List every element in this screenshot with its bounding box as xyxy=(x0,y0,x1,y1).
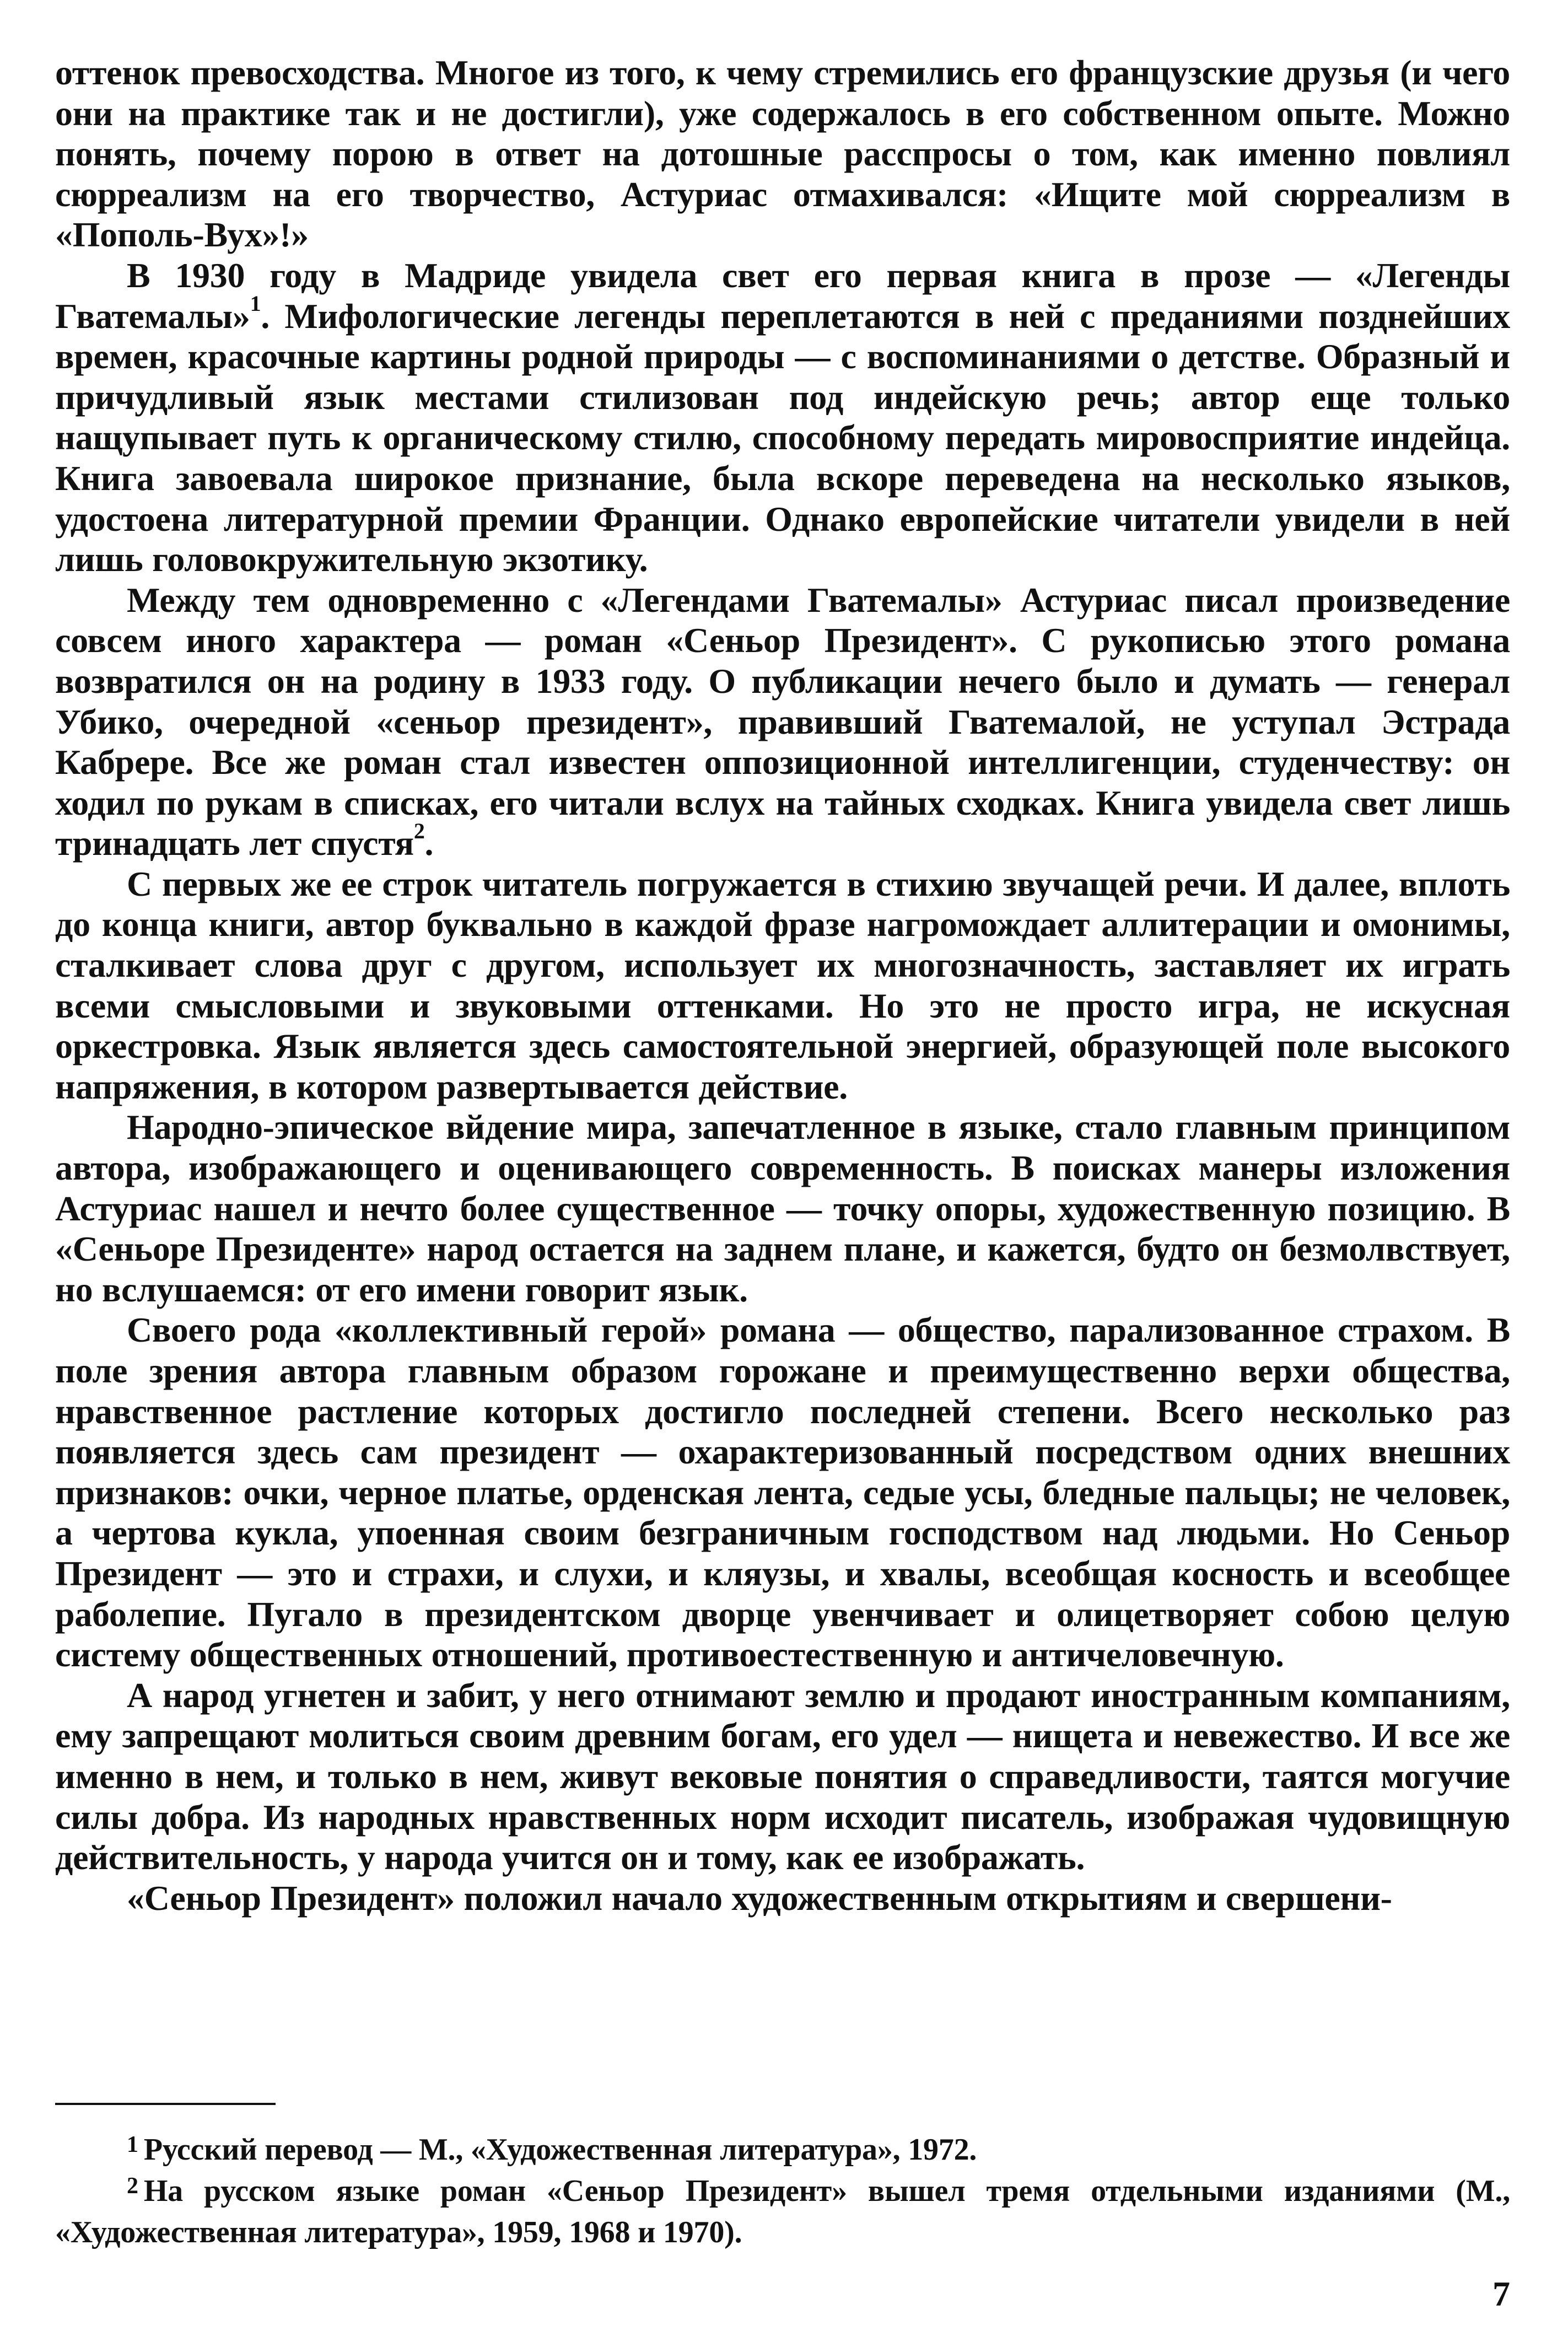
paragraph-7 xyxy=(55,1675,1510,1878)
paragraph-3-text-after: . xyxy=(424,823,434,863)
paragraph-2 xyxy=(55,255,1510,580)
paragraph-5 xyxy=(55,1107,1510,1310)
paragraph-1 xyxy=(55,52,1510,255)
paragraph-2-text: В 1930 году в Мадриде увидела свет его первая книга в прозе — «Легенды Гватемалы» xyxy=(55,255,1510,336)
book-page xyxy=(55,52,1510,2313)
paragraph-3 xyxy=(55,580,1510,864)
main-text xyxy=(55,52,1510,1918)
footnotes xyxy=(55,2130,1510,2252)
footnote-2 xyxy=(55,2172,1510,2252)
footnote-2-mark: 2 xyxy=(127,2173,138,2199)
footnote-divider xyxy=(55,2103,276,2105)
paragraph-4-text: С первых же ее строк читатель погружается в стихию звучащей речи. И далее, вплоть до конца книги, автор буквально в каждой фразе нагромождает аллитерации и омонимы, сталкивает слова друг с другом, использует их многозначность, заставляет их играть всеми смысловыми и звуковыми оттенками. Но это не просто игра, не искусная оркестровка. Язык является здесь самостоятельной энергией, образующей поле высокого напряжения, в котором развертывается действие. xyxy=(55,864,1510,1106)
paragraph-6-text: Своего рода «коллективный герой» романа — общество, парализованное страхом. В поле зрения автора главным образом горожане и преимущественно верхи общества, нравственное растление которых достигло последней степени. Всего несколько раз появляется здесь сам президент — охарактеризованный посредством одних внешних признаков: очки, черное платье, орденская лента, седые усы, бледные пальцы; не человек, а чертова кукла, упоенная своим безграничным господством над людьми. Но Сеньор Президент — это и страхи, и слухи, и кляузы, и хвалы, всеобщая косность и всеобщее раболепие. Пугало в президентском дворце увенчивает и олицетворяет собою целую систему общественных отношений, противоестественную и античеловечную. xyxy=(55,1310,1510,1675)
footnote-ref-1: 1 xyxy=(250,291,261,316)
footnote-1-mark: 1 xyxy=(127,2132,138,2157)
paragraph-8 xyxy=(55,1878,1510,1919)
paragraph-4 xyxy=(55,864,1510,1107)
footnote-ref-2: 2 xyxy=(413,818,425,843)
page-number: 7 xyxy=(1492,2274,1510,2313)
paragraph-2-text-after: . Мифологические легенды переплетаются в ней с преданиями позднейших времен, красочные картины родной природы — с воспоминаниями о детстве. Образный и причудливый язык местами стилизован под индейскую речь; автор еще только нащупывает путь к органическому стилю, способному передать мировосприятие индейца. Книга завоевала широкое признание, была вскоре переведена на несколько языков, удостоена литературной премии Франции. Однако европейские читатели увидели в ней лишь головокружительную экзотику. xyxy=(55,296,1510,579)
footnote-1-text: Русский перевод — М., «Художественная литература», 1972. xyxy=(143,2133,977,2167)
paragraph-8-text: «Сеньор Президент» положил начало художественным открытиям и свершени- xyxy=(127,1878,1392,1918)
footnote-1 xyxy=(55,2130,1510,2172)
paragraph-5-text: Народно-эпическое вйдение мира, запечатленное в языке, стало главным принципом автора, изображающего и оценивающего современность. В поисках манеры изложения Астуриас нашел и нечто более существенное — точку опоры, художественную позицию. В «Сеньоре Президенте» народ остается на заднем плане, и кажется, будто он безмолвствует, но вслушаемся: от его имени говорит язык. xyxy=(55,1107,1510,1309)
paragraph-6 xyxy=(55,1310,1510,1675)
paragraph-7-text: А народ угнетен и забит, у него отнимают землю и продают иностранным компаниям, ему запрещают молиться своим древним богам, его удел — нищета и невежество. И все же именно в нем, и только в нем, живут вековые понятия о справедливости, таятся могучие силы добра. Из народных нравственных норм исходит писатель, изображая чудовищную действительность, у народа учится он и тому, как ее изображать. xyxy=(55,1675,1510,1877)
paragraph-1-text: оттенок превосходства. Многое из того, к чему стремились его французские друзья (и чего они на практике так и не достигли), уже содержалось в его собственном опыте. Можно понять, почему порою в ответ на дотошные расспросы о том, как именно повлиял сюрреализм на его творчество, Астуриас отмахивался: «Ищите мой сюрреализм в «Пополь-Вух»!» xyxy=(55,53,1510,255)
paragraph-3-text: Между тем одновременно с «Легендами Гватемалы» Астуриас писал произведение совсем иного характера — роман «Сеньор Президент». С рукописью этого романа возвратился он на родину в 1933 году. О публикации нечего было и думать — генерал Убико, очередной «сеньор президент», правивший Гватемалой, не уступал Эстрада Кабрере. Все же роман стал известен оппозиционной интеллигенции, студенчеству: он ходил по рукам в списках, его читали вслух на тайных сходках. Книга увидела свет лишь тринадцать лет спустя xyxy=(55,580,1510,863)
footnote-2-text: На русском языке роман «Сеньор Президент» вышел тремя отдельными изданиями (М., «Художественная литература», 1959, 1968 и 1970). xyxy=(55,2174,1510,2249)
